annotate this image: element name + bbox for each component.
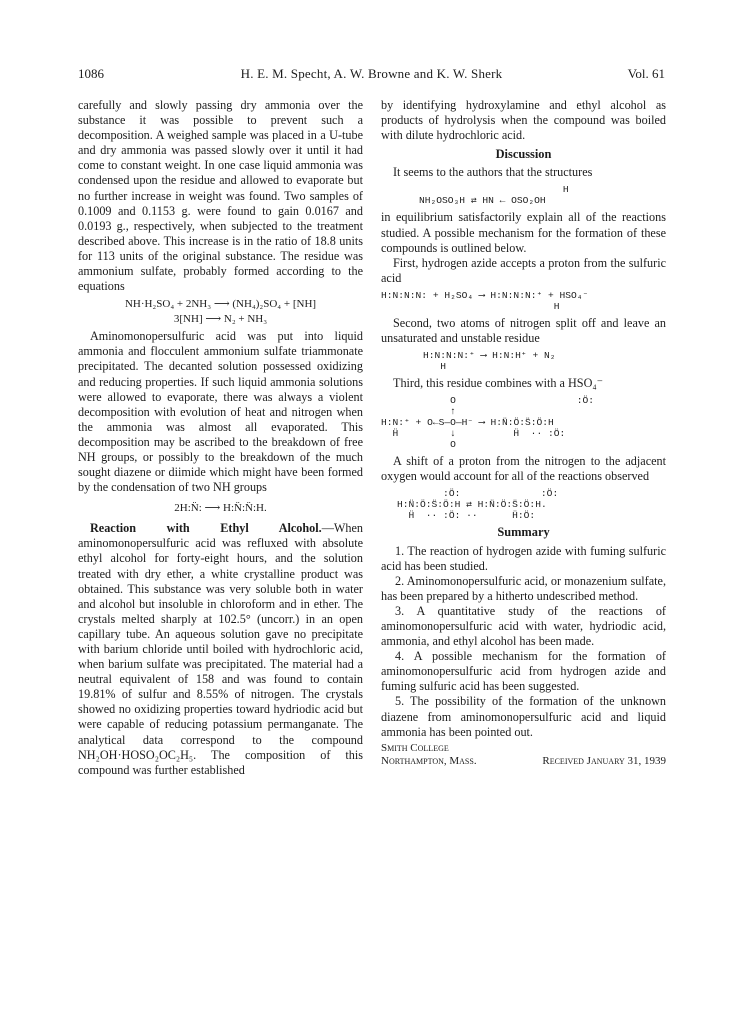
equation: O :Ö: ↑ H:N:⁺ + O←S—O—H⁻ ⟶ H:N̈:Ö:S̈:Ö:H Ḧ ↓ Ḧ ·· :Ö: O — [381, 395, 595, 451]
paragraph: Second, two atoms of nitrogen split off and leave an unsaturated and unstable residue — [381, 315, 666, 346]
volume-label: Vol. 61 — [627, 66, 665, 81]
paragraph: Reaction with Ethyl Alcohol.—When aminomonopersulfuric acid was refluxed with absolute ethyl alcohol for forty-eight hours, and the solution treated with dry ether, a white crystalline product was obtained. This substance was very soluble both in water and alcohol but insoluble in chloroform and in ether. The crystals melted sharply at 102.5° (uncorr.) in an open capillary tube. An aqueous solution gave no precipitate with barium chloride until boiled with hydrochloric acid, when barium sulfate was precipitated. The material had a neutral equivalent of 158 and was found to contain 19.81% of sulfur and 8.55% of nitrogen. The crystals showed no oxidizing properties toward hydriodic acid but were capable of reducing potassium permanganate. The analytical data correspond to the compound NH₂OH·HOSO₂OC₂H₅. The composition of this compound was further established — [78, 521, 363, 777]
paragraph: Aminomonopersulfuric acid was put into liquid ammonia and flocculent ammonium sulfate triammonate precipitated. The decanted solution possessed oxidizing and reducing properties. If such liquid ammonia solutions were allowed to evaporate, there was always a violent decomposition with evolution of heat and nitrogen when the ammonia was almost all evaporated. This decomposition may be ascribed to the breakdown of free NH groups, or possibly to the breakdown of the much sought diazene or diimide which might have been formed by the condensation of two NH groups — [78, 329, 363, 495]
summary-item: 4. A possible mechanism for the formation of aminomonopersulfuric acid from hydrogen azide and fuming sulfuric acid has been suggested. — [381, 649, 666, 694]
summary-item: 5. The possibility of the formation of the unknown diazene from aminomonopersulfuric acid and liquid ammonia has been pointed out. — [381, 694, 666, 739]
left-column — [78, 98, 363, 778]
equation: 2H:N̈: ⟶ H:N̈:N̈:H. — [174, 502, 267, 515]
summary-item: 3. A quantitative study of the reactions of aminomonopersulfuric acid with water, hydriodic acid, ammonia, and ethyl alcohol has been made. — [381, 603, 666, 649]
paragraph: carefully and slowly passing dry ammonia over the substance it was possible to prevent such a decomposition. A weighed sample was placed in a U-tube and dry ammonia was passed slowly over it until it had come to constant weight. In one case liquid ammonia was condensed upon the residue and allowed to evaporate but no further increase in weight was found. Two samples of 0.1009 and 0.1153 g. were found to gain 0.0167 and 0.0193 g., respectively, when subjected to the treatment described above. This increase is in the ratio of 18.8 units for 113 units of the original substance. The residue was ammonium sulfate, probably formed according to the equations — [78, 98, 363, 294]
paragraph: Third, this residue combines with a HSO₄⁻ — [393, 376, 604, 391]
section-subheading: Reaction with Ethyl Alcohol. — [90, 521, 322, 536]
page-number: 1086 — [78, 66, 104, 81]
running-header — [78, 66, 665, 84]
equation: :Ö: :Ö: H:N̈:Ö:S̈:Ö:H ⇄ H:N̈:Ö:S̈:Ö:H. Ḧ ·· :Ö: ·· Ḧ:Ö: — [397, 488, 559, 522]
paragraph: It seems to the authors that the structures — [393, 165, 593, 180]
equation: H:N:N:N: + H₂SO₄ ⟶ H:N:N:N:⁺ + HSO₄⁻ H — [381, 289, 589, 312]
summary-item: 2. Aminomonopersulfuric acid, or monazenium sulfate, has been prepared by a hitherto undescribed method. — [381, 573, 666, 603]
equation: H NH₂OSO₃H ⇄ HN ← OSO₂OH — [419, 184, 569, 207]
received-date: Received January 31, 1939 — [542, 754, 666, 767]
discussion-heading: Discussion — [495, 147, 552, 162]
paragraph: by identifying hydroxylamine and ethyl alcohol as products of hydrolysis when the compound was boiled with dilute hydrochloric acid. — [381, 98, 666, 143]
summary-heading: Summary — [497, 525, 550, 540]
summary-item: 1. The reaction of hydrogen azide with fuming sulfuric acid has been studied. — [381, 543, 666, 573]
running-title: H. E. M. Specht, A. W. Browne and K. W. Sherk — [240, 66, 503, 81]
affiliation: Smith College Northampton, Mass. — [381, 741, 477, 767]
equation: H:N:N:N:⁺ ⟶ H:N:H⁺ + N₂ H — [423, 350, 556, 373]
affiliation-footer — [381, 742, 666, 772]
equation: 3[NH] ⟶ N₂ + NH₃ — [173, 313, 268, 326]
equation: NH·H₂SO₄ + 2NH₃ ⟶ (NH₄)₂SO₄ + [NH] — [124, 298, 317, 311]
paragraph: A shift of a proton from the nitrogen to the adjacent oxygen would account for all of the reactions observed — [381, 454, 666, 484]
paragraph: First, hydrogen azide accepts a proton from the sulfuric acid — [381, 255, 666, 285]
paragraph: in equilibrium satisfactorily explain all of the reactions studied. A possible mechanism for the formation of these compounds is outlined below. — [381, 210, 666, 255]
right-column — [381, 98, 666, 772]
